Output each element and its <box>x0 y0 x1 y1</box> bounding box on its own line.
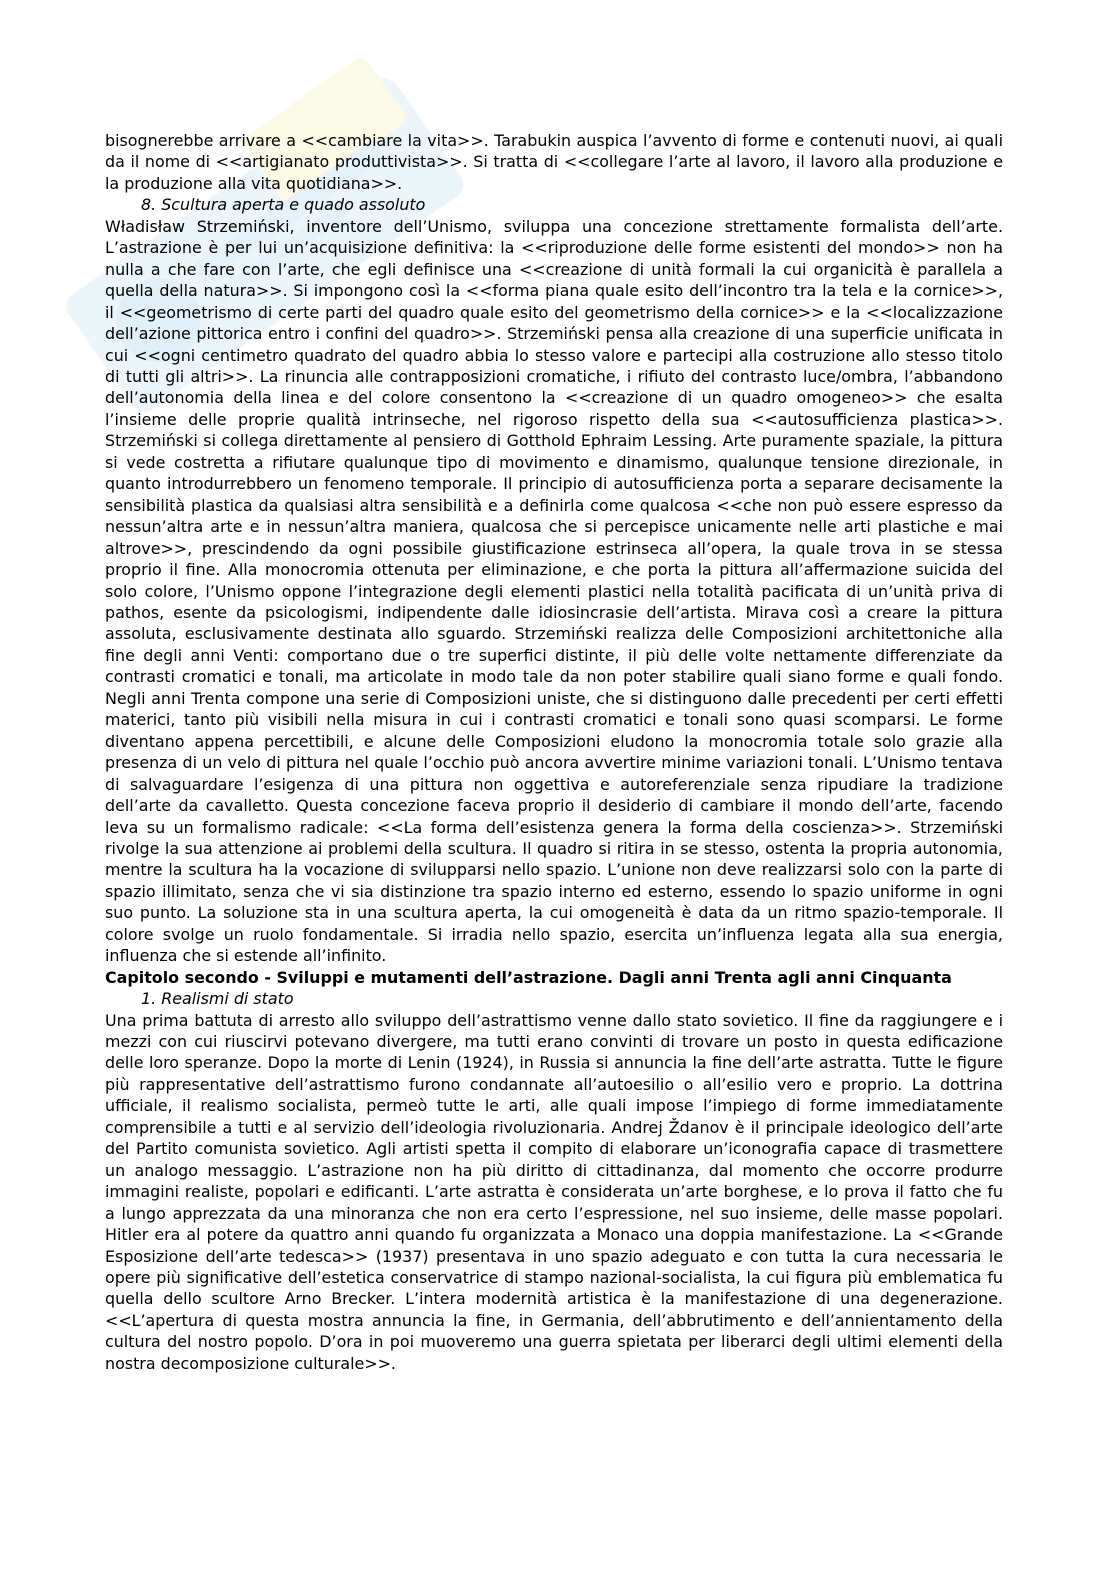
section-heading-scultura: 8. Scultura aperta e quado assoluto <box>141 195 426 215</box>
chapter-heading: Capitolo secondo - Sviluppi e mutamenti dell’astrazione. Dagli anni Trenta agli anni Cinquanta <box>105 967 952 987</box>
section-heading-realismi: 1. Realismi di stato <box>141 989 294 1009</box>
paragraph-strzeminski: Władisław Strzemiński, inventore dell’Unismo, sviluppa una concezione strettamente formalista dell’arte. L’astrazione è per lui un’acquisizione definitiva: la <<riproduzione delle forme esistenti del mondo>> non ha nulla a che fare con l’arte, che egli definisce una <<creazione di unità formali la cui organicità è parallela a quella della natura>>. Si impongono così la <<forma piana quale esito dell’incontro tra la tela e la cornice>>, il <<geometrismo di certe parti del quadro quale esito del geometrismo della cornice>> e la <<localizzazione dell’azione pittorica entro i confini del quadro>>. Strzemiński pensa alla creazione di una superficie unificata in cui <<ogni centimetro quadrato del quadro abbia lo stesso valore e partecipi alla costruzione allo stesso titolo di tutti gli altri>>. La rinuncia alle contrapposizioni cromatiche, i rifiuto del contrasto luce/ombra, l’abbandono dell’autonomia della linea e del colore consentono la <<creazione di un quadro omogeneo>> che esalta l’insieme delle proprie qualità intrinseche, nel rigoroso rispetto della sua <<autosufficienza plastica>>. Strzemiński si collega direttamente al pensiero di Gotthold Ephraim Lessing. Arte puramente spaziale, la pittura si vede costretta a rifiutare qualunque tipo di movimento e dinamismo, qualunque tensione direzionale, in quanto introdurrebbero un fenomeno temporale. Il principio di autosufficienza porta a separare decisamente la sensibilità plastica da qualsiasi altra sensibilità e a definirla come qualcosa <<che non può essere espresso da nessun’altra arte e in nessun’altra maniera, qualcosa che si percepisce unicamente nelle arti plastiche e mai altrove>>, prescindendo da ogni possibile giustificazione estrinseca all’opera, la quale trova in se stessa proprio il fine. Alla monocromia ottenuta per eliminazione, e che porta la pittura all’affermazione suicida del solo colore, l’Unismo oppone l’integrazione degli elementi plastici nella totalità pacificata di un’unità priva di pathos, esente da psicologismi, indipendente dalle idiosincrasie dell’artista. Mirava così a creare la pittura assoluta, esclusivamente destinata allo sguardo. Strzemiński realizza delle Composizioni architettoniche alla fine degli anni Venti: comportano due o tre superfici distinte, il più delle volte nettamente differenziate da contrasti cromatici e tonali, ma articolate in modo tale da non poter stabilire quali siano forme e quali fondo. Negli anni Trenta compone una serie di Composizioni uniste, che si distinguono dalle precedenti per certi effetti materici, tanto più visibili nella misura in cui i contrasti cromatici e tonali sono quasi scomparsi. Le forme diventano appena percettibili, e alcune delle Composizioni eludono la monocromia totale solo grazie alla presenza di un velo di pittura nel quale l’occhio può ancora avvertire minime variazioni tonali. L’Unismo tentava di salvaguardare l’esigenza di una pittura non oggettiva e autoreferenziale senza ripudiare la tradizione dell’arte da cavalletto. Questa concezione faceva proprio il desiderio di cambiare il mondo dell’arte, facendo leva su un formalismo radicale: <<La forma dell’esistenza genera la forma della coscienza>>. Strzemiński rivolge la sua attenzione ai problemi della scultura. Il quadro si ritira in se stesso, ostenta la propria autonomia, mentre la scultura ha la vocazione di svilupparsi nello spazio. L’unione non deve realizzarsi solo con la parte di spazio illimitato, senza che vi sia distinzione tra spazio interno ed esterno, essendo lo spazio uniforme in ogni suo punto. La soluzione sta in una scultura aperta, la cui omogeneità è data da un ritmo spazio-temporale. Il colore svolge un ruolo fondamentale. Si irradia nello spazio, esercita un’influenza legata alla sua energia, influenza che si estende all’infinito. <box>105 216 1003 966</box>
paragraph-realismi: Una prima battuta di arresto allo sviluppo dell’astrattismo venne dallo stato sovietico. Il fine da raggiungere e i mezzi con cui riuscirvi potevano divergere, ma tutti erano convinti di trovare un posto in questa edificazione delle loro speranze. Dopo la morte di Lenin (1924), in Russia si annuncia la fine dell’arte astratta. Tutte le figure più rappresentative dell’astrattismo furono condannate all’autoesilio o all’esilio vero e proprio. La dottrina ufficiale, il realismo socialista, permeò tutte le arti, alle quali impose l’impiego di forme immediatamente comprensibile a tutti e al servizio dell’ideologia rivoluzionaria. Andrej Ždanov è il principale ideologico dell’arte del Partito comunista sovietico. Agli artisti spetta il compito di elaborare un’iconografia capace di trasmettere un analogo messaggio. L’astrazione non ha più diritto di cittadinanza, dal momento che occorre produrre immagini realiste, popolari e edificanti. L’arte astratta è considerata un’arte borghese, e lo prova il fatto che fu a lungo apprezzata da una minoranza che non era certo l’espressione, nel suo insieme, delle masse popolari. Hitler era al potere da quattro anni quando fu organizzata a Monaco una doppia manifestazione. La <<Grande Esposizione dell’arte tedesca>> (1937) presentava in uno spazio adeguato e con tutta la cura necessaria le opere più significative dell’estetica conservatrice di stampo nazional-socialista, la cui figura più emblematica fu quella dello scultore Arno Brecker. L’intera modernità artistica è la manifestazione di una degenerazione. <<L’apertura di questa mostra annuncia la fine, in Germania, dell’abbrutimento e dell’annientamento della cultura del nostro popolo. D’ora in poi muoveremo una guerra spietata per liberarci degli ultimi elementi della nostra decomposizione culturale>>. <box>105 1010 1003 1373</box>
paragraph-intro: bisognerebbe arrivare a <<cambiare la vita>>. Tarabukin auspica l’avvento di forme e contenuti nuovi, ai quali da il nome di <<artigianato produttivista>>. Si tratta di <<collegare l’arte al lavoro, il lavoro alla produzione e la produzione alla vita quotidiana>>. <box>105 131 1003 193</box>
document-body <box>105 130 1003 1374</box>
